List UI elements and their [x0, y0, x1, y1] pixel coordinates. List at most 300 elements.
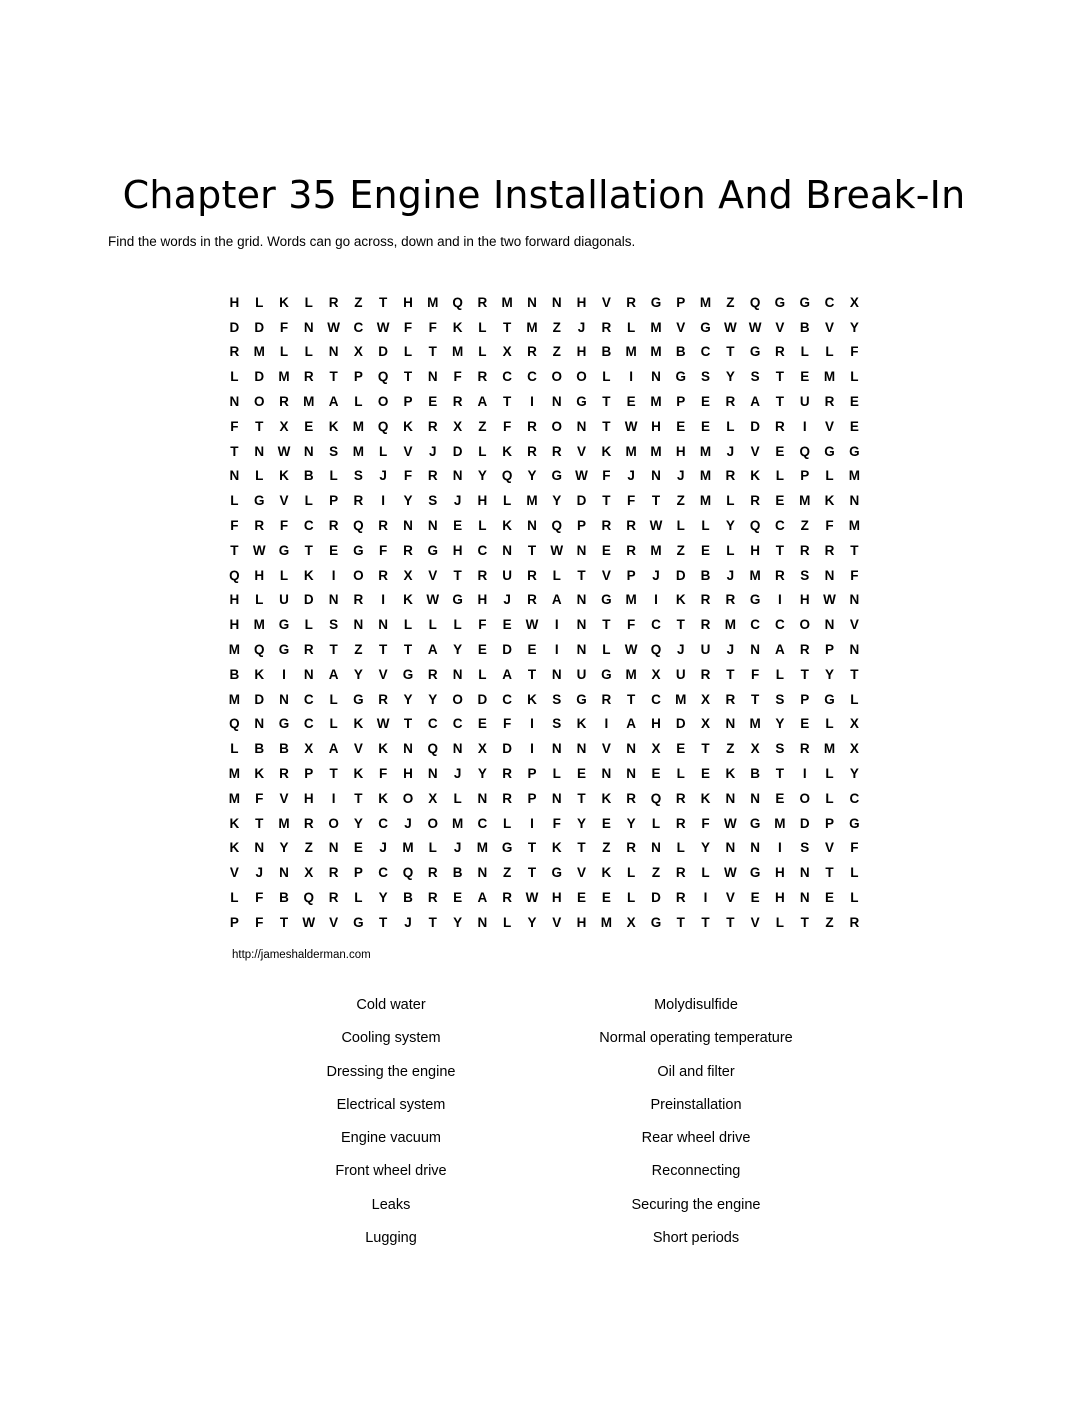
- grid-cell: M: [699, 294, 712, 310]
- word-list-item: Securing the engine: [631, 1196, 761, 1213]
- grid-cell: M: [303, 394, 315, 410]
- grid-cell: S: [329, 617, 339, 633]
- grid-cell: Y: [849, 319, 859, 335]
- grid-cell: R: [477, 567, 488, 583]
- grid-cell: S: [701, 369, 711, 385]
- grid-cell: N: [254, 840, 265, 856]
- grid-cell: X: [353, 344, 363, 360]
- grid-cell: E: [701, 394, 711, 410]
- grid-cell: C: [502, 691, 513, 707]
- grid-cell: N: [725, 790, 736, 806]
- grid-cell: F: [403, 319, 413, 335]
- grid-cell: K: [279, 294, 289, 310]
- grid-cell: N: [551, 294, 562, 310]
- grid-cell: K: [601, 443, 612, 459]
- grid-cell: R: [427, 418, 438, 434]
- grid-cell: T: [602, 418, 611, 434]
- grid-cell: I: [282, 666, 286, 682]
- grid-cell: I: [331, 567, 336, 583]
- grid-cell: N: [279, 691, 289, 707]
- grid-cell: R: [427, 865, 438, 881]
- grid-cell: G: [278, 617, 290, 633]
- grid-cell: I: [802, 766, 807, 782]
- grid-cell: E: [626, 394, 636, 410]
- grid-cell: K: [353, 766, 364, 782]
- grid-cell: O: [427, 815, 439, 831]
- grid-cell: T: [726, 344, 735, 360]
- grid-cell: R: [353, 592, 364, 608]
- grid-cell: N: [651, 369, 661, 385]
- grid-cell: J: [453, 840, 462, 856]
- grid-cell: S: [552, 716, 562, 732]
- grid-cell: A: [328, 741, 339, 757]
- grid-cell: D: [799, 815, 810, 831]
- grid-cell: J: [726, 567, 735, 583]
- grid-cell: Z: [503, 865, 512, 881]
- grid-cell: A: [477, 890, 488, 906]
- grid-cell: D: [254, 369, 265, 385]
- grid-cell: C: [502, 369, 513, 385]
- grid-cell: J: [676, 642, 685, 658]
- grid-cell: R: [824, 542, 835, 558]
- grid-cell: P: [527, 790, 537, 806]
- grid-cell: M: [427, 294, 439, 310]
- grid-cell: F: [428, 319, 437, 335]
- grid-cell: R: [328, 890, 339, 906]
- grid-cell: J: [726, 642, 735, 658]
- grid-cell: Q: [427, 741, 439, 757]
- grid-cell: L: [825, 468, 834, 484]
- grid-cell: X: [701, 716, 711, 732]
- grid-cell: X: [279, 418, 289, 434]
- grid-cell: W: [426, 592, 440, 608]
- grid-cell: P: [577, 518, 587, 534]
- grid-cell: Q: [501, 468, 513, 484]
- grid-cell: T: [527, 865, 537, 881]
- grid-cell: Z: [552, 344, 561, 360]
- grid-cell: T: [701, 741, 710, 757]
- grid-cell: K: [403, 592, 413, 608]
- grid-cell: T: [230, 443, 239, 459]
- grid-cell: T: [379, 294, 388, 310]
- grid-cell: G: [601, 592, 612, 608]
- grid-cell: T: [602, 493, 611, 509]
- grid-cell: Y: [775, 716, 785, 732]
- source-url: http://jameshalderman.com: [232, 949, 371, 961]
- grid-cell: G: [551, 468, 563, 484]
- grid-cell: M: [848, 518, 860, 534]
- grid-cell: L: [354, 890, 363, 906]
- grid-cell: B: [675, 344, 686, 360]
- grid-cell: X: [849, 716, 859, 732]
- grid-cell: M: [625, 344, 637, 360]
- grid-cell: L: [304, 344, 313, 360]
- grid-cell: D: [254, 691, 265, 707]
- grid-cell: V: [601, 294, 611, 310]
- grid-cell: W: [723, 319, 737, 335]
- grid-cell: V: [279, 790, 289, 806]
- grid-cell: W: [525, 617, 539, 633]
- grid-cell: Y: [825, 666, 835, 682]
- grid-cell: V: [825, 319, 835, 335]
- grid-cell: D: [452, 443, 463, 459]
- grid-cell: L: [800, 344, 809, 360]
- grid-cell: F: [453, 369, 462, 385]
- grid-cell: N: [626, 766, 637, 782]
- grid-cell: T: [403, 716, 413, 732]
- grid-cell: E: [701, 418, 711, 434]
- grid-cell: N: [651, 468, 661, 484]
- grid-cell: G: [650, 294, 662, 310]
- grid-cell: C: [303, 691, 314, 707]
- grid-cell: I: [554, 617, 559, 633]
- grid-cell: D: [229, 319, 240, 335]
- grid-cell: L: [478, 344, 487, 360]
- grid-cell: Z: [800, 518, 809, 534]
- grid-cell: V: [577, 443, 587, 459]
- grid-cell: I: [530, 815, 534, 831]
- grid-cell: S: [800, 567, 810, 583]
- grid-cell: B: [279, 741, 289, 757]
- grid-cell: H: [229, 294, 240, 310]
- grid-cell: Z: [354, 294, 363, 310]
- grid-cell: F: [255, 914, 264, 930]
- grid-cell: H: [452, 542, 463, 558]
- grid-cell: I: [778, 840, 782, 856]
- grid-cell: W: [376, 716, 390, 732]
- grid-cell: G: [576, 394, 587, 410]
- grid-cell: T: [775, 766, 785, 782]
- grid-cell: C: [303, 716, 314, 732]
- grid-cell: K: [576, 716, 587, 732]
- grid-cell: T: [428, 914, 437, 930]
- grid-cell: N: [303, 319, 314, 335]
- grid-cell: J: [676, 468, 685, 484]
- grid-cell: X: [304, 741, 314, 757]
- grid-cell: E: [601, 890, 611, 906]
- grid-cell: D: [502, 642, 513, 658]
- grid-cell: J: [379, 468, 387, 484]
- grid-cell: J: [429, 443, 437, 459]
- grid-cell: L: [379, 443, 388, 459]
- grid-cell: E: [775, 443, 785, 459]
- grid-cell: L: [304, 493, 313, 509]
- grid-cell: C: [527, 369, 537, 385]
- grid-cell: L: [503, 914, 512, 930]
- grid-cell: M: [451, 344, 464, 360]
- grid-cell: L: [279, 344, 289, 360]
- grid-cell: Z: [825, 914, 834, 930]
- grid-cell: J: [453, 493, 462, 509]
- grid-cell: G: [278, 716, 290, 732]
- grid-cell: Y: [403, 493, 413, 509]
- grid-cell: L: [850, 890, 859, 906]
- grid-cell: W: [302, 914, 316, 930]
- grid-cell: X: [304, 865, 314, 881]
- grid-cell: Y: [477, 468, 487, 484]
- grid-cell: M: [476, 840, 488, 856]
- grid-cell: M: [675, 691, 687, 707]
- grid-cell: Q: [452, 294, 463, 310]
- grid-cell: R: [527, 443, 537, 459]
- grid-cell: I: [530, 741, 534, 757]
- grid-cell: K: [378, 790, 389, 806]
- grid-cell: R: [328, 865, 339, 881]
- grid-cell: Q: [353, 518, 364, 534]
- grid-cell: H: [477, 592, 488, 608]
- grid-cell: U: [675, 666, 686, 682]
- grid-cell: R: [849, 914, 860, 930]
- grid-cell: R: [601, 691, 612, 707]
- grid-cell: C: [700, 344, 711, 360]
- grid-cell: L: [726, 493, 735, 509]
- grid-cell: M: [402, 840, 414, 856]
- grid-cell: K: [502, 443, 513, 459]
- grid-cell: N: [799, 890, 810, 906]
- grid-cell: E: [800, 716, 810, 732]
- grid-cell: R: [775, 567, 785, 583]
- grid-cell: M: [799, 493, 811, 509]
- grid-cell: R: [775, 344, 785, 360]
- grid-cell: Q: [650, 790, 662, 806]
- grid-cell: I: [654, 592, 658, 608]
- grid-cell: N: [229, 394, 240, 410]
- grid-cell: L: [627, 890, 636, 906]
- grid-cell: T: [527, 542, 537, 558]
- grid-cell: D: [303, 592, 314, 608]
- grid-cell: F: [478, 617, 487, 633]
- grid-cell: N: [725, 840, 736, 856]
- grid-cell: A: [775, 642, 785, 658]
- grid-cell: L: [428, 840, 437, 856]
- grid-cell: Y: [378, 890, 388, 906]
- grid-cell: R: [452, 394, 463, 410]
- grid-cell: R: [725, 592, 736, 608]
- grid-cell: E: [849, 418, 859, 434]
- grid-cell: Q: [377, 418, 389, 434]
- grid-cell: Y: [725, 369, 735, 385]
- grid-cell: R: [675, 815, 686, 831]
- grid-cell: M: [600, 914, 612, 930]
- grid-cell: T: [279, 914, 289, 930]
- grid-cell: V: [403, 443, 413, 459]
- grid-cell: O: [576, 369, 587, 385]
- grid-cell: N: [849, 493, 860, 509]
- grid-cell: I: [381, 592, 386, 608]
- grid-cell: R: [303, 815, 314, 831]
- grid-cell: F: [503, 716, 512, 732]
- grid-cell: P: [825, 815, 835, 831]
- grid-cell: J: [404, 914, 412, 930]
- grid-cell: I: [778, 592, 782, 608]
- grid-cell: N: [576, 617, 587, 633]
- grid-cell: K: [229, 815, 240, 831]
- grid-cell: V: [750, 914, 760, 930]
- grid-cell: C: [750, 617, 760, 633]
- grid-cell: S: [353, 468, 363, 484]
- grid-cell: R: [601, 518, 612, 534]
- grid-cell: I: [554, 642, 559, 658]
- grid-cell: L: [825, 790, 834, 806]
- grid-cell: L: [850, 369, 859, 385]
- grid-cell: M: [699, 493, 712, 509]
- grid-cell: R: [626, 294, 637, 310]
- grid-cell: R: [700, 666, 711, 682]
- grid-cell: G: [749, 865, 761, 881]
- grid-cell: Y: [353, 815, 363, 831]
- grid-cell: C: [427, 716, 438, 732]
- grid-cell: L: [478, 518, 487, 534]
- grid-cell: A: [750, 394, 760, 410]
- grid-cell: L: [428, 617, 437, 633]
- grid-cell: T: [403, 369, 413, 385]
- grid-cell: N: [452, 666, 463, 682]
- grid-cell: F: [825, 518, 834, 534]
- grid-cell: O: [452, 691, 463, 707]
- grid-cell: D: [576, 493, 587, 509]
- grid-cell: T: [825, 865, 834, 881]
- grid-cell: K: [675, 592, 686, 608]
- grid-cell: Q: [650, 642, 662, 658]
- grid-cell: N: [452, 468, 463, 484]
- grid-cell: N: [824, 567, 835, 583]
- grid-cell: S: [428, 493, 438, 509]
- grid-cell: G: [427, 542, 439, 558]
- grid-cell: R: [353, 493, 364, 509]
- grid-cell: O: [328, 815, 339, 831]
- grid-cell: E: [329, 542, 339, 558]
- grid-cell: T: [800, 914, 809, 930]
- grid-cell: M: [253, 344, 265, 360]
- grid-cell: F: [503, 418, 512, 434]
- grid-cell: E: [477, 642, 487, 658]
- grid-cell: A: [626, 716, 637, 732]
- grid-cell: H: [229, 592, 240, 608]
- grid-cell: A: [502, 666, 513, 682]
- grid-cell: K: [601, 790, 612, 806]
- grid-cell: M: [774, 815, 786, 831]
- grid-cell: L: [255, 468, 264, 484]
- grid-cell: F: [701, 815, 710, 831]
- grid-cell: T: [775, 394, 785, 410]
- grid-cell: T: [329, 369, 338, 385]
- grid-cell: C: [775, 617, 785, 633]
- grid-cell: D: [675, 567, 686, 583]
- grid-cell: B: [601, 344, 612, 360]
- grid-cell: M: [451, 815, 464, 831]
- grid-cell: Y: [428, 691, 438, 707]
- grid-cell: N: [551, 741, 562, 757]
- grid-cell: G: [749, 344, 761, 360]
- grid-cell: C: [353, 319, 364, 335]
- grid-cell: Z: [552, 319, 561, 335]
- grid-cell: K: [824, 493, 835, 509]
- grid-cell: N: [477, 914, 488, 930]
- grid-cell: V: [601, 741, 611, 757]
- grid-cell: Z: [676, 542, 685, 558]
- grid-cell: J: [627, 468, 635, 484]
- grid-cell: P: [353, 369, 363, 385]
- grid-cell: W: [525, 890, 539, 906]
- grid-cell: R: [725, 691, 736, 707]
- grid-cell: D: [750, 418, 760, 434]
- grid-cell: L: [478, 666, 487, 682]
- grid-cell: Z: [676, 493, 685, 509]
- grid-cell: W: [723, 815, 737, 831]
- grid-cell: N: [303, 666, 314, 682]
- word-list-item: Lugging: [365, 1230, 417, 1247]
- grid-cell: L: [478, 319, 487, 335]
- grid-cell: P: [403, 394, 413, 410]
- grid-cell: Z: [651, 865, 661, 881]
- grid-cell: R: [725, 468, 736, 484]
- grid-cell: R: [427, 468, 438, 484]
- grid-cell: L: [329, 691, 338, 707]
- grid-cell: X: [428, 790, 438, 806]
- grid-cell: T: [453, 567, 462, 583]
- grid-cell: I: [802, 418, 807, 434]
- grid-cell: E: [428, 394, 438, 410]
- grid-cell: O: [377, 394, 389, 410]
- grid-cell: E: [527, 642, 537, 658]
- grid-cell: G: [353, 542, 364, 558]
- grid-cell: I: [530, 394, 534, 410]
- grid-cell: M: [724, 617, 736, 633]
- grid-cell: R: [799, 542, 810, 558]
- grid-cell: N: [750, 840, 760, 856]
- grid-cell: N: [527, 518, 537, 534]
- grid-cell: N: [279, 865, 289, 881]
- grid-cell: K: [700, 790, 711, 806]
- grid-cell: N: [427, 766, 438, 782]
- grid-cell: M: [823, 369, 836, 385]
- grid-cell: M: [699, 468, 712, 484]
- grid-cell: N: [427, 369, 438, 385]
- grid-cell: H: [229, 617, 240, 633]
- grid-cell: R: [279, 394, 289, 410]
- grid-cell: G: [551, 865, 563, 881]
- grid-cell: L: [602, 642, 611, 658]
- grid-cell: M: [650, 542, 662, 558]
- grid-cell: G: [774, 294, 786, 310]
- grid-cell: F: [230, 518, 239, 534]
- grid-cell: R: [378, 691, 389, 707]
- grid-cell: B: [303, 468, 314, 484]
- grid-cell: K: [452, 319, 463, 335]
- grid-cell: B: [229, 666, 240, 682]
- grid-cell: T: [329, 766, 338, 782]
- grid-cell: R: [303, 642, 314, 658]
- grid-cell: R: [378, 518, 389, 534]
- grid-cell: F: [751, 666, 760, 682]
- grid-cell: P: [329, 493, 339, 509]
- grid-cell: B: [750, 766, 760, 782]
- grid-cell: R: [750, 493, 760, 509]
- grid-cell: E: [601, 815, 611, 831]
- grid-cell: F: [279, 319, 289, 335]
- grid-cell: E: [353, 840, 363, 856]
- grid-cell: D: [502, 741, 513, 757]
- grid-cell: L: [329, 468, 338, 484]
- grid-cell: E: [676, 418, 686, 434]
- grid-cell: L: [627, 865, 636, 881]
- grid-cell: E: [477, 716, 487, 732]
- grid-cell: L: [701, 518, 710, 534]
- grid-cell: N: [799, 865, 810, 881]
- grid-cell: E: [800, 369, 810, 385]
- grid-cell: L: [354, 394, 363, 410]
- grid-cell: W: [723, 865, 737, 881]
